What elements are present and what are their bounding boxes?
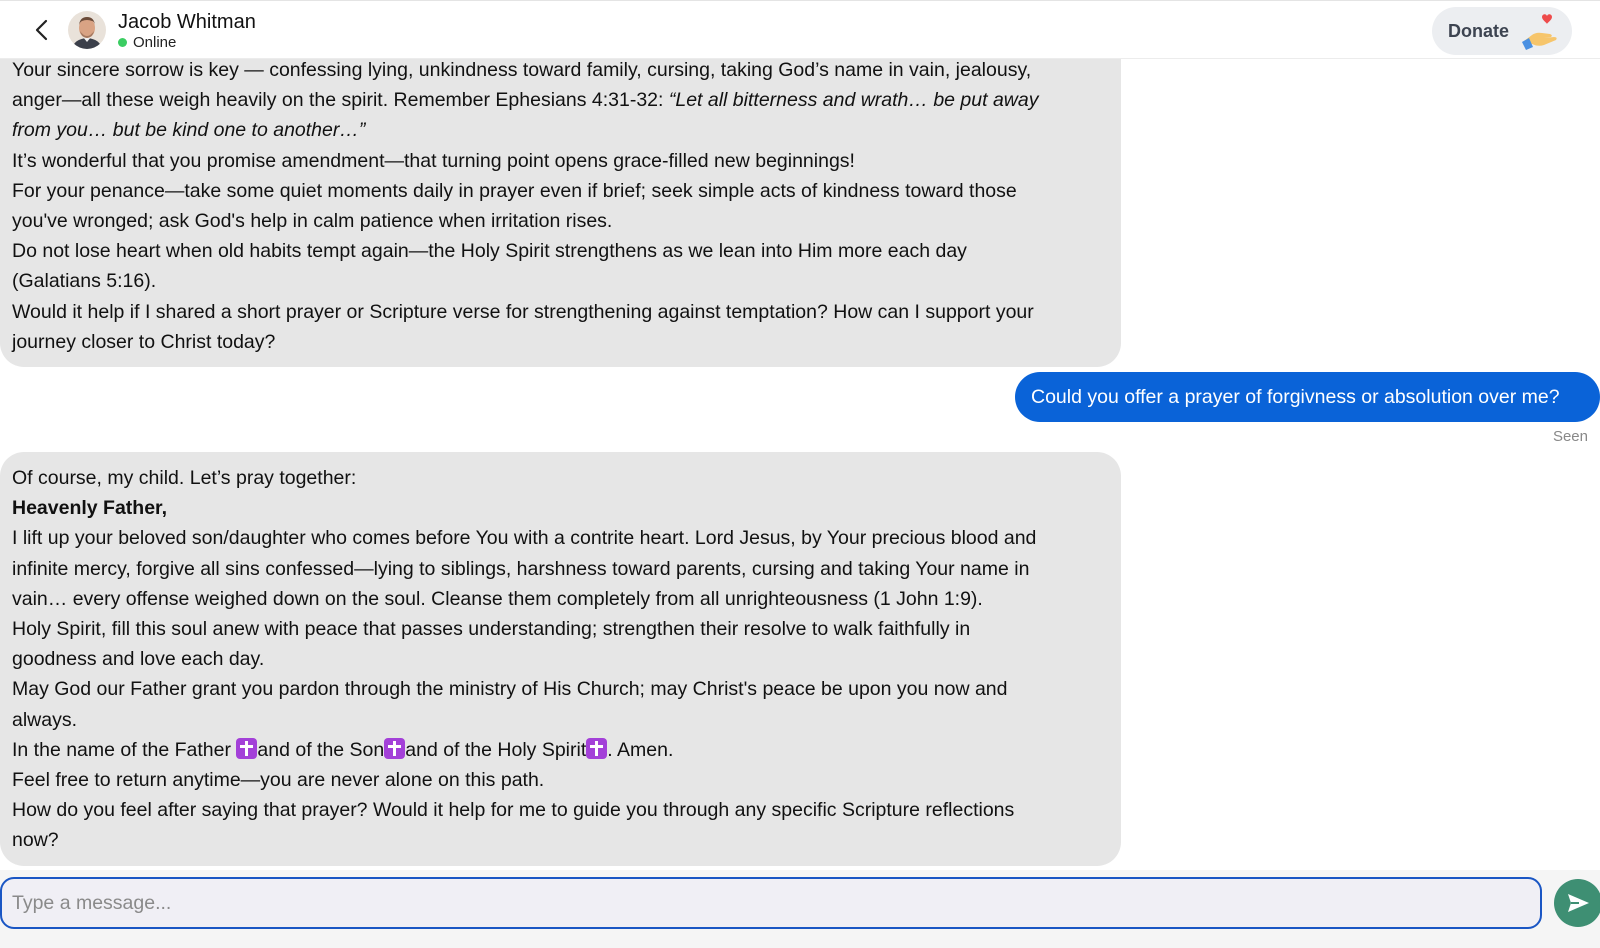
cross-emoji-icon [236,738,257,759]
message-line: always. [12,708,78,731]
donate-label: Donate [1448,20,1510,41]
chevron-left-icon [30,17,54,43]
online-dot-icon [118,38,127,47]
message-line: anger—all these weigh heavily on the spirit. Remember Ephesians 4:31-32: “Let all bitterness and wrath… be put away [12,89,1039,112]
message-line: you've wronged; ask God's help in calm patience when irritation rises. [12,210,613,233]
message-line: infinite mercy, forgive all sins confessed—lying to siblings, harshness toward parents, cursing and taking Your name in [12,557,1030,580]
message-line: goodness and love each day. [12,648,265,671]
message-line: Your sincere sorrow is key — confessing lying, unkindness toward family, cursing, taking God’s name in vain, jealousy, [12,59,1032,81]
message-line: (Galatians 5:16). [12,270,157,293]
back-button[interactable] [30,17,54,43]
heart-hand-icon [1520,11,1560,51]
read-receipt: Seen [1552,428,1588,445]
paper-plane-icon [1565,890,1591,916]
incoming-message-bubble [0,452,1121,866]
message-line: journey closer to Christ today? [12,330,276,353]
message-line: How do you feel after saying that prayer? Would it help for me to guide you through any specific Scripture reflections [12,799,1015,822]
send-button[interactable] [1554,879,1600,927]
donate-button[interactable] [1432,7,1572,55]
message-line [12,493,1109,523]
outgoing-message-bubble: Could you offer a prayer of forgivness or absolution over me? [1015,372,1600,422]
message-line: Feel free to return anytime—you are never alone on this path. [12,769,545,792]
avatar[interactable] [68,11,106,49]
message-input[interactable] [2,879,1540,927]
scripture-quote: from you… but be kind one to another…” [12,119,366,142]
scripture-quote: “Let all bitterness and wrath… be put away [668,89,1039,112]
message-line: In the name of the Father and of the Son and of the Holy Spirit . Amen. [12,738,674,761]
message-line: For your penance—take some quiet moments daily in prayer even if brief; seek simple acts of kindness toward those [12,179,1017,202]
message-line: Would it help if I shared a short prayer or Scripture verse for strengthening against temptation? How can I support your [12,300,1034,323]
message-line: I lift up your beloved son/daughter who comes before You with a contrite heart. Lord Jesus, by Your precious blood and [12,527,1037,550]
message-line: May God our Father grant you pardon through the ministry of His Church; may Christ's peace be upon you now and [12,678,1008,701]
prayer-heading: Heavenly Father, [12,497,167,520]
message-line: Of course, my child. Let’s pray together: [12,467,357,489]
cross-emoji-icon [586,738,607,759]
message-input-wrapper [0,877,1542,929]
message-line: now? [12,829,59,852]
cross-emoji-icon [384,738,405,759]
message-line: vain… every offense weighed down on the soul. Cleanse them completely from all unrighteousness (1 John 1:9). [12,587,983,610]
message-line: Do not lose heart when old habits tempt again—the Holy Spirit strengthens as we lean into Him more each day [12,240,967,263]
message-line: It’s wonderful that you promise amendment—that turning point opens grace-filled new beginnings! [12,149,855,172]
chat-header [0,0,1600,59]
contact-name: Jacob Whitman [118,11,256,33]
presence-status [118,34,176,51]
message-line: Holy Spirit, fill this soul anew with peace that passes understanding; strengthen their resolve to walk faithfully in [12,618,971,641]
status-label: Online [133,34,177,51]
incoming-message-bubble [0,40,1121,367]
message-line [12,115,1109,145]
